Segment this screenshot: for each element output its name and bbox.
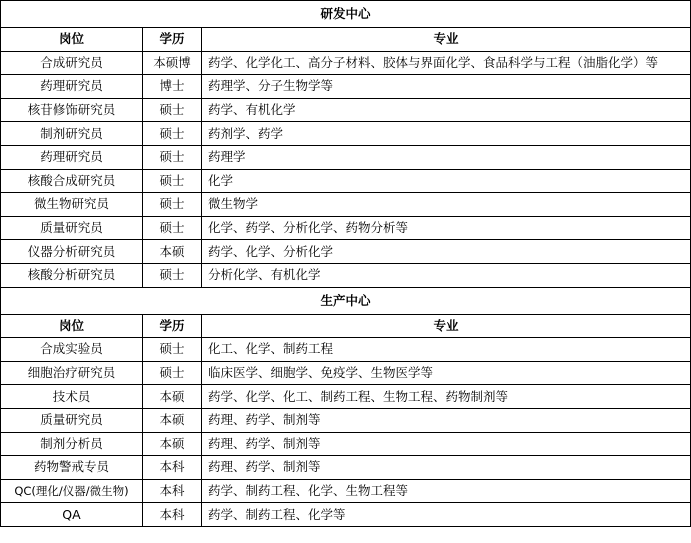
- position-cell: 药理研究员: [1, 145, 143, 169]
- major-cell: 药理、药学、制剂等: [202, 456, 691, 480]
- position-cell: 质量研究员: [1, 408, 143, 432]
- header-position: 岗位: [1, 314, 143, 338]
- table-row: [1, 263, 691, 287]
- header-row: [1, 314, 691, 338]
- position-cell: 制剂分析员: [1, 432, 143, 456]
- table-row: [1, 145, 691, 169]
- table-row: [1, 361, 691, 385]
- education-cell: 本科: [143, 456, 202, 480]
- major-cell: 临床医学、细胞学、免疫学、生物医学等: [202, 361, 691, 385]
- education-cell: 本科: [143, 479, 202, 503]
- major-cell: 药理、药学、制剂等: [202, 432, 691, 456]
- education-cell: 硕士: [143, 98, 202, 122]
- major-cell: 药学、化学、分析化学: [202, 240, 691, 264]
- position-cell: QC(理化/仪器/微生物): [1, 479, 143, 503]
- header-education: 学历: [143, 28, 202, 52]
- table-row: [1, 385, 691, 409]
- major-cell: 化工、化学、制药工程: [202, 338, 691, 362]
- table-row: [1, 479, 691, 503]
- major-cell: 微生物学: [202, 193, 691, 217]
- major-cell: 化学、药学、分析化学、药物分析等: [202, 216, 691, 240]
- education-cell: 硕士: [143, 263, 202, 287]
- education-cell: 硕士: [143, 216, 202, 240]
- major-cell: 药理学: [202, 145, 691, 169]
- position-cell: QA: [1, 503, 143, 527]
- major-cell: 药剂学、药学: [202, 122, 691, 146]
- table-row: [1, 193, 691, 217]
- position-cell: 核酸分析研究员: [1, 263, 143, 287]
- major-cell: 药学、化学、化工、制药工程、生物工程、药物制剂等: [202, 385, 691, 409]
- position-cell: 核酸合成研究员: [1, 169, 143, 193]
- section-title-row: [1, 287, 691, 314]
- major-cell: 化学: [202, 169, 691, 193]
- education-cell: 本硕博: [143, 51, 202, 75]
- position-cell: 药理研究员: [1, 75, 143, 99]
- table-row: [1, 51, 691, 75]
- position-cell: 合成实验员: [1, 338, 143, 362]
- table-row: [1, 169, 691, 193]
- header-position: 岗位: [1, 28, 143, 52]
- education-cell: 本科: [143, 503, 202, 527]
- table-row: [1, 408, 691, 432]
- major-cell: 药理学、分子生物学等: [202, 75, 691, 99]
- table-row: [1, 240, 691, 264]
- table-row: [1, 216, 691, 240]
- position-cell: 制剂研究员: [1, 122, 143, 146]
- major-cell: 药学、有机化学: [202, 98, 691, 122]
- education-cell: 硕士: [143, 361, 202, 385]
- position-cell: 质量研究员: [1, 216, 143, 240]
- header-education: 学历: [143, 314, 202, 338]
- education-cell: 本硕: [143, 385, 202, 409]
- major-cell: 分析化学、有机化学: [202, 263, 691, 287]
- major-cell: 药理、药学、制剂等: [202, 408, 691, 432]
- education-cell: 本硕: [143, 408, 202, 432]
- table-row: [1, 98, 691, 122]
- position-cell: 药物警戒专员: [1, 456, 143, 480]
- table-row: [1, 503, 691, 527]
- major-cell: 药学、制药工程、化学等: [202, 503, 691, 527]
- position-cell: 微生物研究员: [1, 193, 143, 217]
- table-row: [1, 338, 691, 362]
- section-title: 研发中心: [1, 1, 691, 28]
- position-cell: 仪器分析研究员: [1, 240, 143, 264]
- education-cell: 硕士: [143, 169, 202, 193]
- education-cell: 博士: [143, 75, 202, 99]
- table-row: [1, 456, 691, 480]
- table-row: [1, 432, 691, 456]
- section-title: 生产中心: [1, 287, 691, 314]
- table-row: [1, 122, 691, 146]
- header-row: [1, 28, 691, 52]
- education-cell: 本硕: [143, 240, 202, 264]
- position-cell: 核苷修饰研究员: [1, 98, 143, 122]
- header-major: 专业: [202, 28, 691, 52]
- position-cell: 技术员: [1, 385, 143, 409]
- education-cell: 硕士: [143, 193, 202, 217]
- table-row: [1, 75, 691, 99]
- education-cell: 硕士: [143, 145, 202, 169]
- education-cell: 硕士: [143, 338, 202, 362]
- position-cell: 细胞治疗研究员: [1, 361, 143, 385]
- major-cell: 药学、制药工程、化学、生物工程等: [202, 479, 691, 503]
- position-cell: 合成研究员: [1, 51, 143, 75]
- section-title-row: [1, 1, 691, 28]
- education-cell: 硕士: [143, 122, 202, 146]
- major-cell: 药学、化学化工、高分子材料、胶体与界面化学、食品科学与工程（油脂化学）等: [202, 51, 691, 75]
- education-cell: 本硕: [143, 432, 202, 456]
- header-major: 专业: [202, 314, 691, 338]
